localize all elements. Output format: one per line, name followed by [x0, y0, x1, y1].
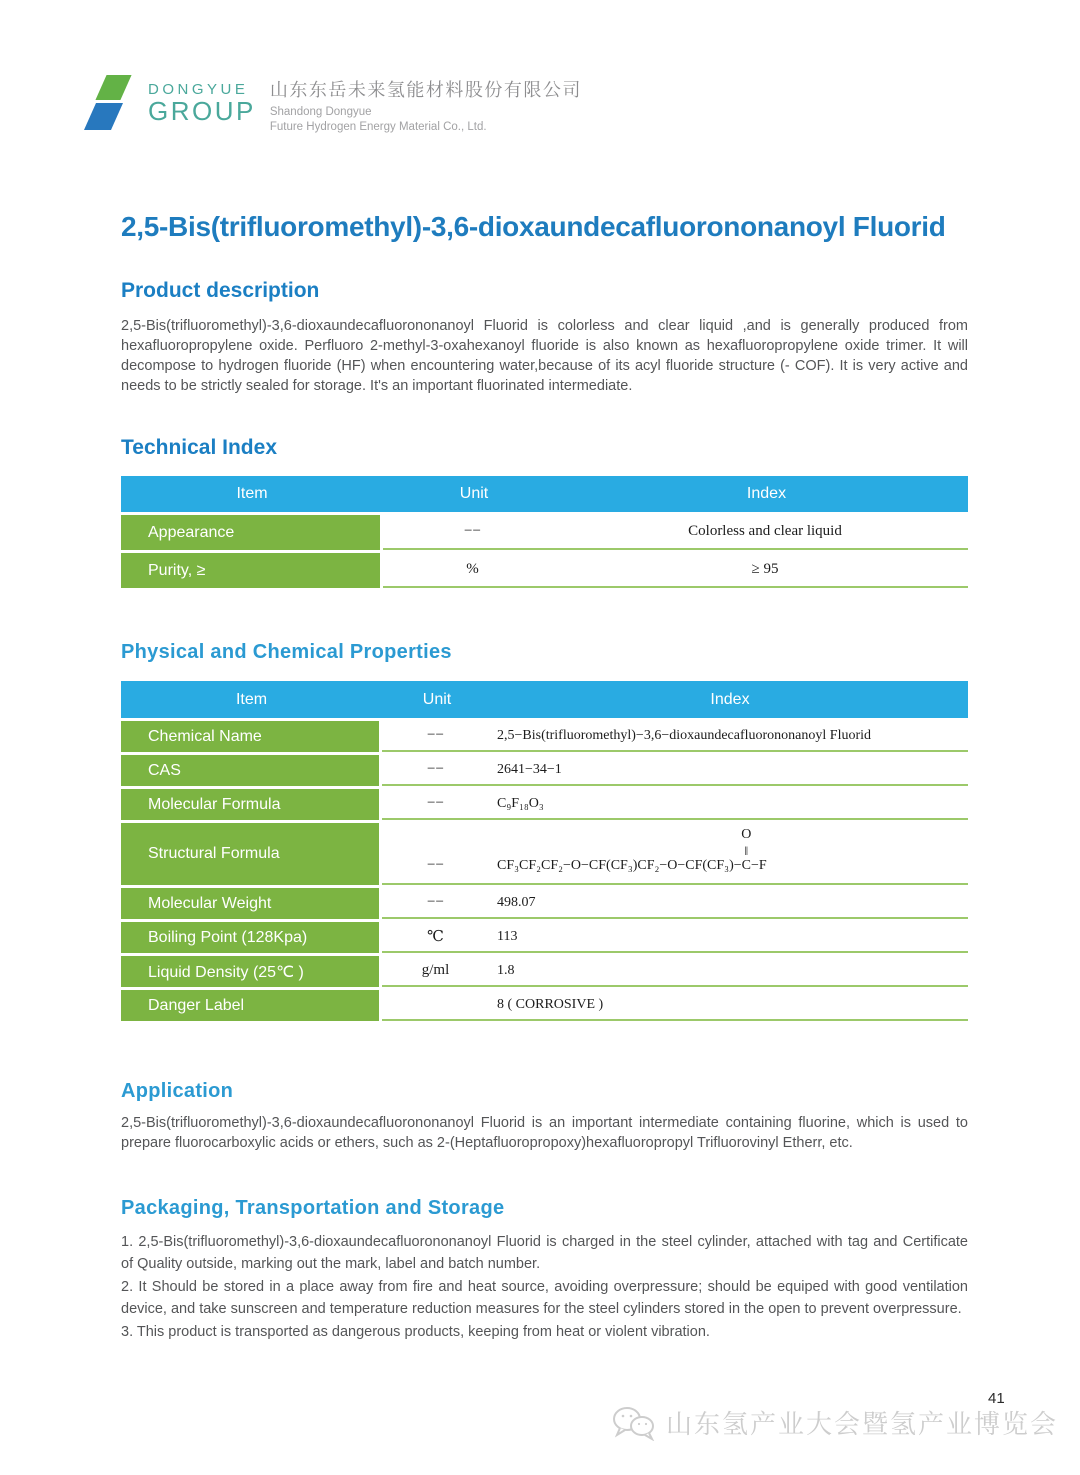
column-header-index: Index: [710, 690, 750, 708]
page-title: 2,5-Bis(trifluoromethyl)-3,6-dioxaundecafluorononanoyl Fluorid: [121, 211, 946, 242]
physical-chemical-table: [121, 681, 968, 1021]
table-header-row: [121, 476, 968, 512]
row-label: Chemical Name: [121, 721, 379, 752]
physical-chemical-heading: Physical and Chemical Properties: [121, 641, 452, 663]
unit-value: %: [466, 561, 479, 577]
table-row: [121, 888, 968, 919]
index-value: 113: [497, 928, 518, 944]
row-values: [382, 789, 968, 820]
footer-watermark: [612, 1404, 1058, 1441]
row-label: Purity, ≥: [121, 553, 380, 588]
index-value: C₉F₁₈O₃: [497, 795, 544, 811]
unit-value: −−: [427, 857, 444, 873]
unit-value: −−: [427, 795, 444, 811]
packaging-item-2: 2. It Should be stored in a place away from fire and heat source, avoiding overpressure; should be equiped with good ventilation device, and take sunscreen and temperature reduction measures for the steel cylinders stored in the open to prevent overpressure.: [121, 1279, 968, 1317]
packaging-item-1: 1. 2,5-Bis(trifluoromethyl)-3,6-dioxaundecafluorononanoyl Fluorid is charged in the steel cylinder, attached with tag and Certificate of Quality outside, marking out the mark, label and batch number.: [121, 1234, 968, 1272]
row-label: Structural Formula: [121, 823, 379, 885]
section-packaging: [121, 1197, 968, 1343]
section-physical-chemical: [121, 641, 968, 1021]
packaging-heading: Packaging, Transportation and Storage: [121, 1197, 505, 1219]
column-header-item: Item: [236, 485, 268, 502]
row-label: Molecular Formula: [121, 789, 379, 820]
structural-formula: [489, 827, 968, 874]
dongyue-logo: [84, 74, 256, 132]
row-label: Boiling Point (128Kpa): [121, 922, 379, 953]
index-value: 2,5−Bis(trifluoromethyl)−3,6−dioxaundecafluorononanoyl Fluorid: [497, 727, 872, 743]
application-heading: Application: [121, 1080, 234, 1102]
table-row: [121, 789, 968, 820]
company-name-english-1: Shandong Dongyue: [269, 106, 372, 118]
product-description-body: 2,5-Bis(trifluoromethyl)-3,6-dioxaundecafluorononanoyl Fluorid is colorless and clear liquid ,and is generally produced from hexafluoropropylene oxide. Perfluoro 2-methyl-3-oxahexanoyl fluoride is also known as hexafluoropropylene oxide trimer. It will decompose to hydrogen fluoride (HF) when encountering water,because of its acyl fluoride structure (- COF). It is very active and needs to be strictly sealed for storage. It's an important fluorinated intermediate.: [121, 318, 968, 394]
table-row: [121, 553, 968, 588]
column-header-unit: Unit: [422, 690, 452, 708]
unit-value: −−: [427, 761, 444, 777]
row-values: [382, 721, 968, 752]
row-label: Danger Label: [121, 990, 379, 1021]
index-value: 2641−34−1: [497, 761, 562, 777]
logo-line2: GROUP: [148, 96, 256, 127]
index-value: 1.8: [497, 962, 515, 978]
formula-suffix: −F: [750, 858, 767, 873]
section-technical-index: [121, 436, 968, 588]
unit-value: −−: [464, 523, 481, 539]
index-value: ≥ 95: [751, 561, 779, 577]
page-number: 41: [988, 1390, 1005, 1407]
row-values: [382, 990, 968, 1021]
page-header: [84, 74, 582, 135]
packaging-item-3: 3. This product is transported as dangerous products, keeping from heat or violent vibration.: [121, 1324, 710, 1340]
table-header-row: [121, 681, 968, 718]
row-label: Appearance: [121, 515, 380, 550]
row-values: [383, 515, 968, 550]
company-name-block: [270, 74, 582, 135]
row-values: [383, 553, 968, 588]
table-row: [121, 515, 968, 550]
logo-line1: DONGYUE: [148, 80, 249, 98]
watermark-text: 山东氢产业大会暨氢产业博览会: [666, 1409, 1059, 1439]
double-bond: ‖: [744, 843, 749, 858]
logo-wordmark: [148, 82, 256, 125]
product-description-heading: Product description: [121, 279, 320, 302]
unit-value: g/ml: [421, 962, 450, 978]
column-header-unit: Unit: [459, 485, 489, 502]
unit-value: −−: [427, 727, 444, 743]
index-value: 498.07: [497, 894, 536, 910]
table-row: [121, 990, 968, 1021]
row-label: CAS: [121, 755, 379, 786]
dongyue-logo-icon: [84, 74, 140, 132]
wechat-icon: [612, 1405, 658, 1441]
row-values: [382, 922, 968, 953]
table-row: [121, 956, 968, 987]
technical-index-table: [121, 476, 968, 588]
row-values: [382, 755, 968, 786]
unit-value: −−: [427, 894, 444, 910]
column-header-index: Index: [746, 485, 787, 502]
table-row-structural-formula: [121, 823, 968, 885]
formula-main: CF₃CF₂CF₂−O−CF(CF₃)CF₂−O−CF(CF₃)−: [497, 858, 742, 873]
section-product-description: [121, 279, 968, 396]
index-value: 8 ( CORROSIVE ): [497, 996, 604, 1012]
row-label: Molecular Weight: [121, 888, 379, 919]
section-application: [121, 1080, 968, 1153]
oxygen-atom: O: [741, 827, 752, 842]
row-values: [382, 888, 968, 919]
column-header-item: Item: [235, 690, 268, 708]
table-row: [121, 922, 968, 953]
company-name-english-2: Future Hydrogen Energy Material Co., Ltd.: [269, 120, 487, 133]
row-values: [382, 823, 968, 885]
application-body: 2,5-Bis(trifluoromethyl)-3,6-dioxaundecafluorononanoyl Fluorid is an important intermediate containing fluorine, which is used to prepare fluorocarboxylic acids or ethers, such as 2-(Heptafluoropropoxy)hexafluoropropyl Trifluorovinyl Etherr, etc.: [121, 1115, 968, 1151]
company-name-chinese: 山东东岳未来氢能材料股份有限公司: [269, 80, 582, 100]
table-row: [121, 721, 968, 752]
carbon-atom: C: [741, 858, 751, 873]
technical-index-heading: Technical Index: [121, 436, 277, 459]
row-label: Liquid Density (25℃ ): [121, 956, 379, 987]
row-values: [382, 956, 968, 987]
index-value: Colorless and clear liquid: [688, 523, 842, 539]
carbonyl-group: [741, 827, 752, 874]
unit-value: ℃: [427, 929, 444, 945]
table-row: [121, 755, 968, 786]
logo-green-parallelogram: [95, 75, 131, 100]
logo-blue-parallelogram: [84, 103, 123, 130]
